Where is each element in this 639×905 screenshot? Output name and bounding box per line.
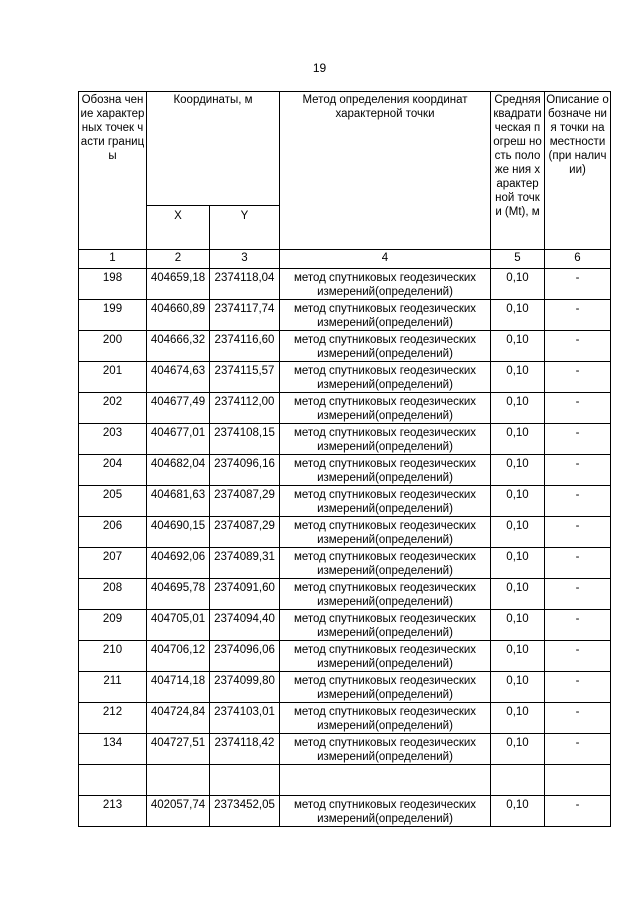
mean-square-error-cell: 0,10 (491, 300, 545, 331)
column-numbers-row (79, 250, 611, 269)
y-coordinate-cell: 2374099,80 (210, 672, 280, 703)
x-coordinate-cell: 404727,51 (147, 734, 210, 765)
table-row (79, 424, 611, 455)
mean-square-error-cell: 0,10 (491, 703, 545, 734)
point-description-cell: - (545, 393, 611, 424)
header-point-description: Описание обозначе ния точки на местности (при наличии) (545, 92, 611, 250)
table-row (79, 579, 611, 610)
mean-square-error-cell: 0,10 (491, 579, 545, 610)
x-coordinate-cell: 404724,84 (147, 703, 210, 734)
method-cell (280, 765, 491, 796)
point-cell: 211 (79, 672, 147, 703)
mean-square-error-cell: 0,10 (491, 672, 545, 703)
method-cell: метод спутниковых геодезических измерений(определений) (280, 517, 491, 548)
table-row (79, 486, 611, 517)
y-coordinate-cell: 2374118,04 (210, 269, 280, 300)
point-cell: 199 (79, 300, 147, 331)
y-coordinate-cell: 2374112,00 (210, 393, 280, 424)
point-cell: 134 (79, 734, 147, 765)
point-cell (79, 765, 147, 796)
method-cell: метод спутниковых геодезических измерений(определений) (280, 672, 491, 703)
table-row (79, 672, 611, 703)
x-coordinate-cell (147, 765, 210, 796)
table-row (79, 455, 611, 486)
header-mean-square-error: Средняя квадрати ческая погреш ность положе ния характер ной точки (Mt), м (491, 92, 545, 250)
mean-square-error-cell: 0,10 (491, 424, 545, 455)
table-row (79, 331, 611, 362)
y-coordinate-cell: 2374116,60 (210, 331, 280, 362)
point-description-cell: - (545, 362, 611, 393)
table-row (79, 517, 611, 548)
point-description-cell: - (545, 548, 611, 579)
mean-square-error-cell: 0,10 (491, 734, 545, 765)
table-row (79, 796, 611, 827)
column-number: 3 (210, 250, 280, 269)
x-coordinate-cell: 404682,04 (147, 455, 210, 486)
point-description-cell: - (545, 517, 611, 548)
point-description-cell: - (545, 734, 611, 765)
point-description-cell: - (545, 579, 611, 610)
y-coordinate-cell: 2374087,29 (210, 517, 280, 548)
method-cell: метод спутниковых геодезических измерений(определений) (280, 579, 491, 610)
column-number: 2 (147, 250, 210, 269)
header-x: X (147, 206, 210, 250)
x-coordinate-cell: 404677,49 (147, 393, 210, 424)
x-coordinate-cell: 404690,15 (147, 517, 210, 548)
point-description-cell: - (545, 300, 611, 331)
point-cell: 210 (79, 641, 147, 672)
point-description-cell: - (545, 796, 611, 827)
mean-square-error-cell: 0,10 (491, 455, 545, 486)
point-description-cell: - (545, 703, 611, 734)
mean-square-error-cell: 0,10 (491, 517, 545, 548)
x-coordinate-cell: 404705,01 (147, 610, 210, 641)
table-row (79, 393, 611, 424)
column-number: 6 (545, 250, 611, 269)
point-cell: 200 (79, 331, 147, 362)
mean-square-error-cell: 0,10 (491, 610, 545, 641)
table-row (79, 362, 611, 393)
x-coordinate-cell: 404681,63 (147, 486, 210, 517)
table-row (79, 269, 611, 300)
point-description-cell: - (545, 424, 611, 455)
point-cell: 198 (79, 269, 147, 300)
y-coordinate-cell: 2374103,01 (210, 703, 280, 734)
method-cell: метод спутниковых геодезических измерений(определений) (280, 734, 491, 765)
header-coordinates: Координаты, м (147, 92, 280, 206)
y-coordinate-cell: 2374087,29 (210, 486, 280, 517)
table-row (79, 548, 611, 579)
y-coordinate-cell: 2374108,15 (210, 424, 280, 455)
y-coordinate-cell (210, 765, 280, 796)
method-cell: метод спутниковых геодезических измерений(определений) (280, 641, 491, 672)
point-cell: 206 (79, 517, 147, 548)
point-description-cell: - (545, 641, 611, 672)
point-description-cell (545, 765, 611, 796)
x-coordinate-cell: 404659,18 (147, 269, 210, 300)
y-coordinate-cell: 2374096,16 (210, 455, 280, 486)
mean-square-error-cell: 0,10 (491, 393, 545, 424)
point-cell: 202 (79, 393, 147, 424)
point-description-cell: - (545, 455, 611, 486)
x-coordinate-cell: 404695,78 (147, 579, 210, 610)
method-cell: метод спутниковых геодезических измерений(определений) (280, 796, 491, 827)
y-coordinate-cell: 2374091,60 (210, 579, 280, 610)
method-cell: метод спутниковых геодезических измерений(определений) (280, 269, 491, 300)
y-coordinate-cell: 2374115,57 (210, 362, 280, 393)
mean-square-error-cell: 0,10 (491, 641, 545, 672)
mean-square-error-cell: 0,10 (491, 362, 545, 393)
table-row (79, 703, 611, 734)
table-row (79, 765, 611, 796)
point-cell: 212 (79, 703, 147, 734)
x-coordinate-cell: 404660,89 (147, 300, 210, 331)
point-cell: 201 (79, 362, 147, 393)
x-coordinate-cell: 404674,63 (147, 362, 210, 393)
y-coordinate-cell: 2373452,05 (210, 796, 280, 827)
table-row (79, 300, 611, 331)
point-description-cell: - (545, 331, 611, 362)
method-cell: метод спутниковых геодезических измерений(определений) (280, 331, 491, 362)
y-coordinate-cell: 2374094,40 (210, 610, 280, 641)
column-number: 1 (79, 250, 147, 269)
x-coordinate-cell: 404692,06 (147, 548, 210, 579)
point-description-cell: - (545, 269, 611, 300)
method-cell: метод спутниковых геодезических измерений(определений) (280, 548, 491, 579)
mean-square-error-cell: 0,10 (491, 796, 545, 827)
y-coordinate-cell: 2374117,74 (210, 300, 280, 331)
method-cell: метод спутниковых геодезических измерений(определений) (280, 703, 491, 734)
method-cell: метод спутниковых геодезических измерений(определений) (280, 300, 491, 331)
point-cell: 209 (79, 610, 147, 641)
x-coordinate-cell: 404677,01 (147, 424, 210, 455)
table-row (79, 610, 611, 641)
table-body (79, 269, 611, 827)
coordinates-table (78, 91, 611, 827)
y-coordinate-cell: 2374118,42 (210, 734, 280, 765)
point-description-cell: - (545, 486, 611, 517)
point-cell: 213 (79, 796, 147, 827)
table-row (79, 734, 611, 765)
method-cell: метод спутниковых геодезических измерений(определений) (280, 424, 491, 455)
header-y: Y (210, 206, 280, 250)
point-cell: 208 (79, 579, 147, 610)
method-cell: метод спутниковых геодезических измерений(определений) (280, 362, 491, 393)
y-coordinate-cell: 2374089,31 (210, 548, 280, 579)
x-coordinate-cell: 402057,74 (147, 796, 210, 827)
method-cell: метод спутниковых геодезических измерений(определений) (280, 486, 491, 517)
mean-square-error-cell: 0,10 (491, 486, 545, 517)
point-description-cell: - (545, 672, 611, 703)
method-cell: метод спутниковых геодезических измерений(определений) (280, 393, 491, 424)
point-cell: 204 (79, 455, 147, 486)
point-description-cell: - (545, 610, 611, 641)
mean-square-error-cell: 0,10 (491, 269, 545, 300)
header-point-designation: Обозна чение характер ных точек части границы (79, 92, 147, 250)
mean-square-error-cell: 0,10 (491, 548, 545, 579)
x-coordinate-cell: 404706,12 (147, 641, 210, 672)
mean-square-error-cell (491, 765, 545, 796)
column-number: 4 (280, 250, 491, 269)
x-coordinate-cell: 404714,18 (147, 672, 210, 703)
point-cell: 207 (79, 548, 147, 579)
method-cell: метод спутниковых геодезических измерений(определений) (280, 455, 491, 486)
column-number: 5 (491, 250, 545, 269)
x-coordinate-cell: 404666,32 (147, 331, 210, 362)
table-row (79, 641, 611, 672)
point-cell: 205 (79, 486, 147, 517)
point-cell: 203 (79, 424, 147, 455)
y-coordinate-cell: 2374096,06 (210, 641, 280, 672)
page-number: 19 (312, 61, 327, 75)
header-method: Метод определения координат характерной точки (280, 92, 491, 250)
method-cell: метод спутниковых геодезических измерений(определений) (280, 610, 491, 641)
mean-square-error-cell: 0,10 (491, 331, 545, 362)
